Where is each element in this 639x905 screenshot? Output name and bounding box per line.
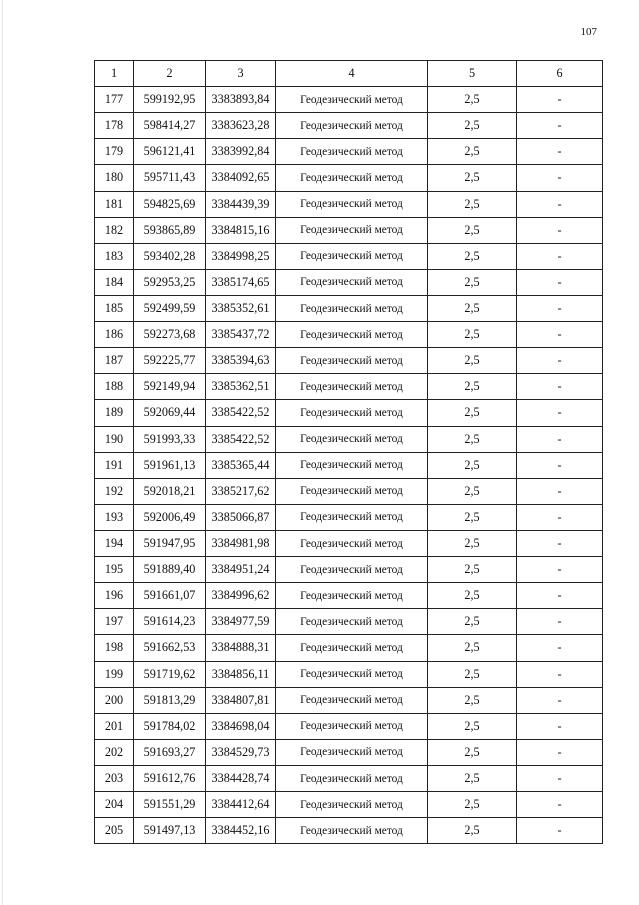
note-cell: - [517,113,603,139]
y-coordinate-cell: 3385422,52 [206,400,276,426]
y-coordinate-cell: 3384412,64 [206,792,276,818]
note-cell: - [517,792,603,818]
header-cell-3: 3 [206,61,276,87]
table-row [95,217,603,243]
point-number-cell: 203 [95,765,134,791]
method-cell: Геодезический метод [276,452,428,478]
point-number-cell: 189 [95,400,134,426]
point-number-cell: 194 [95,530,134,556]
point-number-cell: 197 [95,609,134,635]
method-cell: Геодезический метод [276,113,428,139]
note-cell: - [517,452,603,478]
x-coordinate-cell: 592499,59 [134,295,206,321]
point-number-cell: 191 [95,452,134,478]
table-row [95,739,603,765]
point-number-cell: 198 [95,635,134,661]
table-row [95,530,603,556]
note-cell: - [517,165,603,191]
accuracy-cell: 2,5 [428,557,517,583]
accuracy-cell: 2,5 [428,426,517,452]
point-number-cell: 188 [95,374,134,400]
x-coordinate-cell: 591662,53 [134,635,206,661]
method-cell: Геодезический метод [276,139,428,165]
header-cell-2: 2 [134,61,206,87]
note-cell: - [517,374,603,400]
note-cell: - [517,322,603,348]
note-cell: - [517,557,603,583]
method-cell: Геодезический метод [276,504,428,530]
x-coordinate-cell: 592273,68 [134,322,206,348]
table-row [95,374,603,400]
table-row [95,269,603,295]
accuracy-cell: 2,5 [428,635,517,661]
x-coordinate-cell: 592018,21 [134,478,206,504]
x-coordinate-cell: 593865,89 [134,217,206,243]
accuracy-cell: 2,5 [428,139,517,165]
method-cell: Геодезический метод [276,713,428,739]
method-cell: Геодезический метод [276,557,428,583]
header-row [95,61,603,87]
table-row [95,322,603,348]
table-row [95,87,603,113]
point-number-cell: 185 [95,295,134,321]
header-cell-1: 1 [95,61,134,87]
x-coordinate-cell: 591551,29 [134,792,206,818]
table-row [95,609,603,635]
table-row [95,478,603,504]
table-row [95,243,603,269]
point-number-cell: 179 [95,139,134,165]
method-cell: Геодезический метод [276,322,428,348]
method-cell: Геодезический метод [276,87,428,113]
y-coordinate-cell: 3383992,84 [206,139,276,165]
note-cell: - [517,295,603,321]
table-row [95,504,603,530]
accuracy-cell: 2,5 [428,583,517,609]
point-number-cell: 178 [95,113,134,139]
accuracy-cell: 2,5 [428,765,517,791]
method-cell: Геодезический метод [276,583,428,609]
accuracy-cell: 2,5 [428,478,517,504]
accuracy-cell: 2,5 [428,400,517,426]
method-cell: Геодезический метод [276,426,428,452]
method-cell: Геодезический метод [276,348,428,374]
note-cell: - [517,348,603,374]
method-cell: Геодезический метод [276,165,428,191]
table-row [95,139,603,165]
note-cell: - [517,687,603,713]
x-coordinate-cell: 591947,95 [134,530,206,556]
y-coordinate-cell: 3385394,63 [206,348,276,374]
y-coordinate-cell: 3384092,65 [206,165,276,191]
accuracy-cell: 2,5 [428,530,517,556]
accuracy-cell: 2,5 [428,217,517,243]
point-number-cell: 187 [95,348,134,374]
table-row [95,165,603,191]
accuracy-cell: 2,5 [428,374,517,400]
method-cell: Геодезический метод [276,374,428,400]
point-number-cell: 183 [95,243,134,269]
y-coordinate-cell: 3383893,84 [206,87,276,113]
note-cell: - [517,818,603,844]
page-number: 107 [580,26,597,38]
accuracy-cell: 2,5 [428,165,517,191]
accuracy-cell: 2,5 [428,269,517,295]
x-coordinate-cell: 591784,02 [134,713,206,739]
x-coordinate-cell: 594825,69 [134,191,206,217]
x-coordinate-cell: 591813,29 [134,687,206,713]
y-coordinate-cell: 3384428,74 [206,765,276,791]
note-cell: - [517,139,603,165]
note-cell: - [517,661,603,687]
y-coordinate-cell: 3384452,16 [206,818,276,844]
accuracy-cell: 2,5 [428,661,517,687]
accuracy-cell: 2,5 [428,348,517,374]
y-coordinate-cell: 3384996,62 [206,583,276,609]
method-cell: Геодезический метод [276,400,428,426]
y-coordinate-cell: 3384888,31 [206,635,276,661]
note-cell: - [517,400,603,426]
method-cell: Геодезический метод [276,191,428,217]
x-coordinate-cell: 598414,27 [134,113,206,139]
note-cell: - [517,269,603,295]
y-coordinate-cell: 3385174,65 [206,269,276,295]
y-coordinate-cell: 3384698,04 [206,713,276,739]
method-cell: Геодезический метод [276,818,428,844]
accuracy-cell: 2,5 [428,818,517,844]
accuracy-cell: 2,5 [428,609,517,635]
method-cell: Геодезический метод [276,687,428,713]
x-coordinate-cell: 592953,25 [134,269,206,295]
note-cell: - [517,609,603,635]
y-coordinate-cell: 3383623,28 [206,113,276,139]
point-number-cell: 190 [95,426,134,452]
note-cell: - [517,87,603,113]
point-number-cell: 199 [95,661,134,687]
y-coordinate-cell: 3384981,98 [206,530,276,556]
point-number-cell: 204 [95,792,134,818]
point-number-cell: 186 [95,322,134,348]
point-number-cell: 192 [95,478,134,504]
header-cell-4: 4 [276,61,428,87]
x-coordinate-cell: 592225,77 [134,348,206,374]
point-number-cell: 184 [95,269,134,295]
y-coordinate-cell: 3384856,11 [206,661,276,687]
note-cell: - [517,504,603,530]
point-number-cell: 205 [95,818,134,844]
point-number-cell: 196 [95,583,134,609]
note-cell: - [517,217,603,243]
point-number-cell: 202 [95,739,134,765]
note-cell: - [517,530,603,556]
method-cell: Геодезический метод [276,530,428,556]
point-number-cell: 193 [95,504,134,530]
point-number-cell: 180 [95,165,134,191]
table-row [95,687,603,713]
method-cell: Геодезический метод [276,269,428,295]
method-cell: Геодезический метод [276,217,428,243]
point-number-cell: 182 [95,217,134,243]
table-row [95,452,603,478]
accuracy-cell: 2,5 [428,87,517,113]
y-coordinate-cell: 3385365,44 [206,452,276,478]
x-coordinate-cell: 591889,40 [134,557,206,583]
point-number-cell: 177 [95,87,134,113]
note-cell: - [517,243,603,269]
y-coordinate-cell: 3385217,62 [206,478,276,504]
y-coordinate-cell: 3385352,61 [206,295,276,321]
x-coordinate-cell: 591497,13 [134,818,206,844]
accuracy-cell: 2,5 [428,191,517,217]
x-coordinate-cell: 592006,49 [134,504,206,530]
point-number-cell: 181 [95,191,134,217]
table-row [95,348,603,374]
x-coordinate-cell: 591961,13 [134,452,206,478]
accuracy-cell: 2,5 [428,713,517,739]
method-cell: Геодезический метод [276,792,428,818]
note-cell: - [517,739,603,765]
point-number-cell: 195 [95,557,134,583]
method-cell: Геодезический метод [276,739,428,765]
table-row [95,818,603,844]
coordinates-table [94,60,603,844]
y-coordinate-cell: 3384998,25 [206,243,276,269]
method-cell: Геодезический метод [276,295,428,321]
method-cell: Геодезический метод [276,243,428,269]
page-edge-line [2,0,3,905]
y-coordinate-cell: 3385362,51 [206,374,276,400]
table-row [95,400,603,426]
table-row [95,713,603,739]
accuracy-cell: 2,5 [428,792,517,818]
note-cell: - [517,426,603,452]
header-cell-5: 5 [428,61,517,87]
table-row [95,295,603,321]
accuracy-cell: 2,5 [428,504,517,530]
y-coordinate-cell: 3385066,87 [206,504,276,530]
table-row [95,191,603,217]
accuracy-cell: 2,5 [428,452,517,478]
y-coordinate-cell: 3385422,52 [206,426,276,452]
table-row [95,765,603,791]
x-coordinate-cell: 599192,95 [134,87,206,113]
accuracy-cell: 2,5 [428,295,517,321]
x-coordinate-cell: 596121,41 [134,139,206,165]
table-row [95,792,603,818]
header-cell-6: 6 [517,61,603,87]
note-cell: - [517,478,603,504]
x-coordinate-cell: 591693,27 [134,739,206,765]
y-coordinate-cell: 3384815,16 [206,217,276,243]
y-coordinate-cell: 3384529,73 [206,739,276,765]
note-cell: - [517,191,603,217]
table-row [95,426,603,452]
note-cell: - [517,635,603,661]
accuracy-cell: 2,5 [428,243,517,269]
accuracy-cell: 2,5 [428,322,517,348]
table-header [95,61,603,87]
note-cell: - [517,713,603,739]
note-cell: - [517,765,603,791]
method-cell: Геодезический метод [276,478,428,504]
x-coordinate-cell: 593402,28 [134,243,206,269]
x-coordinate-cell: 592069,44 [134,400,206,426]
table-row [95,635,603,661]
table-row [95,583,603,609]
accuracy-cell: 2,5 [428,113,517,139]
y-coordinate-cell: 3384951,24 [206,557,276,583]
method-cell: Геодезический метод [276,635,428,661]
method-cell: Геодезический метод [276,765,428,791]
method-cell: Геодезический метод [276,609,428,635]
table-row [95,113,603,139]
point-number-cell: 200 [95,687,134,713]
y-coordinate-cell: 3384439,39 [206,191,276,217]
x-coordinate-cell: 591993,33 [134,426,206,452]
method-cell: Геодезический метод [276,661,428,687]
x-coordinate-cell: 595711,43 [134,165,206,191]
accuracy-cell: 2,5 [428,739,517,765]
x-coordinate-cell: 591612,76 [134,765,206,791]
y-coordinate-cell: 3384807,81 [206,687,276,713]
x-coordinate-cell: 591661,07 [134,583,206,609]
x-coordinate-cell: 592149,94 [134,374,206,400]
y-coordinate-cell: 3384977,59 [206,609,276,635]
note-cell: - [517,583,603,609]
x-coordinate-cell: 591614,23 [134,609,206,635]
y-coordinate-cell: 3385437,72 [206,322,276,348]
table-row [95,557,603,583]
accuracy-cell: 2,5 [428,687,517,713]
point-number-cell: 201 [95,713,134,739]
x-coordinate-cell: 591719,62 [134,661,206,687]
table-body [95,87,603,844]
table-row [95,661,603,687]
